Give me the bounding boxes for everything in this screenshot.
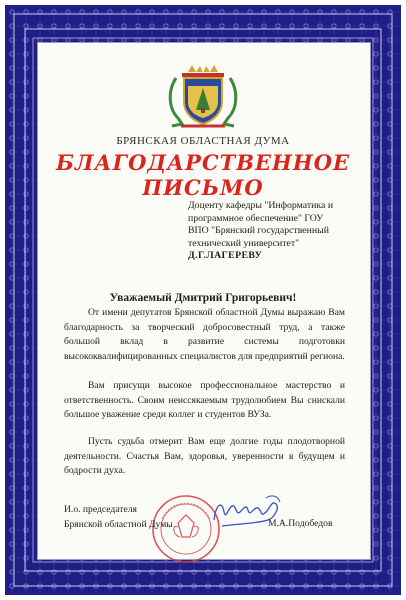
signatory-position: [64, 503, 173, 532]
document-title-line1: БЛАГОДАРСТВЕННОЕ: [55, 150, 351, 175]
addressee-line: технический университет": [188, 237, 300, 249]
addressee-name: Д.Г.ЛАГЕРЕВУ: [188, 250, 263, 262]
coat-of-arms-icon: [168, 64, 238, 130]
addressee-line: Доценту кафедры "Информатика и: [188, 200, 334, 211]
addressee-block: [188, 200, 363, 263]
addressee-line: программное обеспечение" ГОУ: [188, 212, 324, 224]
body-paragraph: От имени депутатов Брянской областной Думы выражаю Вам благодарность за творческий добросовестный труд, а также большой вклад в развитие системы подготовки высококвалифицированных специалистов для предприятий региона.: [64, 307, 345, 362]
greeting: Уважаемый Дмитрий Григорьевич!: [109, 292, 297, 304]
organization-name: БРЯНСКАЯ ОБЛАСТНАЯ ДУМА: [116, 135, 290, 147]
signatory-name: М.А.Подобедов: [268, 518, 333, 529]
body-paragraph: Пусть судьба отмерит Вам еще долгие годы плодотворной деятельности. Счастья Вам, здоровья, уверенности в будущем и бодрости духа.: [64, 436, 345, 477]
signatory-position-line: Брянской областной Думы: [64, 518, 173, 530]
body-paragraph: Вам присущи высокое профессиональное мастерство и ответственность. Своим неиссякаемым трудолюбием Вы снискали большое уважение среди коллег и студентов ВУЗа.: [64, 380, 345, 421]
document-title-line2: ПИСЬМО: [142, 175, 264, 200]
signatory-position-line: И.о. председателя: [64, 504, 137, 515]
addressee-line: ВПО "Брянский государственный: [188, 225, 329, 237]
